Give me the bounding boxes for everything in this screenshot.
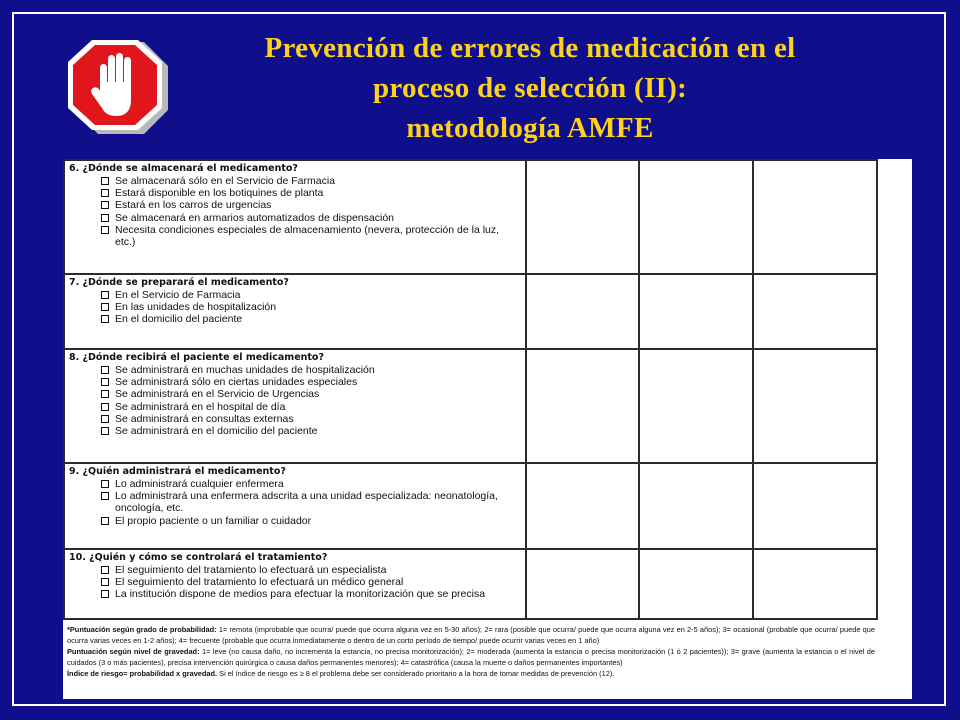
score-cell xyxy=(639,274,753,349)
question-cell xyxy=(64,349,526,463)
list-item: Necesita condiciones especiales de almacenamiento (nevera, protección de la luz, etc.) xyxy=(69,224,521,248)
list-item: Estará disponible en los botiquines de planta xyxy=(69,187,521,199)
checkbox-icon xyxy=(101,390,109,398)
questionnaire-table xyxy=(63,159,878,620)
footnote-probability: *Puntuación según grado de probabilidad: 1= remota (improbable que ocurra/ puede que ocurra alguna vez en 5-30 años); 2= rara (posible que ocurra/ puede que ocurra alguna vez en 2-5 años); 3= ocasional (probable que ocurra/ puede que ocurra varias veces en 1-2 años); 4= frecuente (probable que ocurra inmediatamente o dentro de un corto período de tiempo/ puede ocurrir varias veces en 1 año) xyxy=(67,625,875,645)
question-title: 6. ¿Dónde se almacenará el medicamento? xyxy=(69,163,298,174)
list-item: Lo administrará una enfermera adscrita a una unidad especializada: neonatología, oncología, etc. xyxy=(69,490,521,514)
checkbox-icon xyxy=(101,366,109,374)
footnotes xyxy=(67,624,875,679)
checkbox-icon xyxy=(101,415,109,423)
list-item: En el domicilio del paciente xyxy=(69,313,521,325)
title-line-2: proceso de selección (II): xyxy=(372,72,688,104)
list-item: Estará en los carros de urgencias xyxy=(69,199,521,211)
slide-title xyxy=(180,28,880,148)
list-item: Se administrará en el domicilio del paciente xyxy=(69,425,521,437)
question-cell xyxy=(64,160,526,274)
list-item: Se administrará en consultas externas xyxy=(69,413,521,425)
question-title: 8. ¿Dónde recibirá el paciente el medicamento? xyxy=(69,352,324,363)
list-item: El seguimiento del tratamiento lo efectuará un médico general xyxy=(69,576,521,588)
list-item: El seguimiento del tratamiento lo efectuará un especialista xyxy=(69,564,521,576)
list-item: Lo administrará cualquier enfermera xyxy=(69,478,521,490)
stop-hand-icon xyxy=(62,38,174,136)
checkbox-icon xyxy=(101,201,109,209)
score-cell xyxy=(639,549,753,619)
score-cell xyxy=(526,274,639,349)
score-cell xyxy=(526,160,639,274)
table-row xyxy=(64,463,877,549)
score-cell xyxy=(753,160,877,274)
checkbox-icon xyxy=(101,189,109,197)
score-cell xyxy=(526,549,639,619)
checkbox-icon xyxy=(101,578,109,586)
checkbox-icon xyxy=(101,378,109,386)
question-cell xyxy=(64,549,526,619)
list-item: Se administrará en el Servicio de Urgencias xyxy=(69,388,521,400)
list-item: Se administrará en muchas unidades de hospitalización xyxy=(69,364,521,376)
list-item: Se almacenará en armarios automatizados de dispensación xyxy=(69,212,521,224)
checkbox-icon xyxy=(101,403,109,411)
list-item: El propio paciente o un familiar o cuidador xyxy=(69,515,521,527)
list-item: En las unidades de hospitalización xyxy=(69,301,521,313)
question-title: 7. ¿Dónde se preparará el medicamento? xyxy=(69,277,289,288)
checkbox-icon xyxy=(101,291,109,299)
score-cell xyxy=(526,463,639,549)
list-item: La institución dispone de medios para efectuar la monitorización que se precisa xyxy=(69,588,521,600)
table-row xyxy=(64,349,877,463)
question-cell xyxy=(64,463,526,549)
list-item: Se administrará sólo en ciertas unidades especiales xyxy=(69,376,521,388)
checkbox-icon xyxy=(101,226,109,234)
question-title: 10. ¿Quién y cómo se controlará el tratamiento? xyxy=(69,552,328,563)
score-cell xyxy=(753,463,877,549)
checkbox-icon xyxy=(101,517,109,525)
checkbox-icon xyxy=(101,566,109,574)
document-scan xyxy=(63,159,912,699)
checkbox-icon xyxy=(101,427,109,435)
table-row xyxy=(64,274,877,349)
checkbox-icon xyxy=(101,480,109,488)
checkbox-icon xyxy=(101,492,109,500)
score-cell xyxy=(639,160,753,274)
score-cell xyxy=(753,549,877,619)
checkbox-icon xyxy=(101,177,109,185)
score-cell xyxy=(639,349,753,463)
footnote-risk-index: Índice de riesgo= probabilidad x gravedad. Si el índice de riesgo es ≥ 8 el problema debe ser considerado prioritario a la hora de tomar medidas de prevención (12). xyxy=(67,669,615,678)
question-cell xyxy=(64,274,526,349)
checkbox-icon xyxy=(101,315,109,323)
checkbox-icon xyxy=(101,590,109,598)
checkbox-icon xyxy=(101,214,109,222)
table-row xyxy=(64,549,877,619)
title-line-1: Prevención de errores de medicación en el xyxy=(264,32,796,64)
score-cell xyxy=(753,274,877,349)
table-row xyxy=(64,160,877,274)
question-title: 9. ¿Quién administrará el medicamento? xyxy=(69,466,286,477)
checkbox-icon xyxy=(101,303,109,311)
title-line-3: metodología AMFE xyxy=(406,112,654,144)
score-cell xyxy=(526,349,639,463)
list-item: Se administrará en el hospital de día xyxy=(69,401,521,413)
score-cell xyxy=(639,463,753,549)
footnote-severity: Puntuación según nivel de gravedad: 1= leve (no causa daño, no incrementa la estancia, no precisa monitorización); 2= moderada (aumenta la estancia o precisa monitorización (1 ó 2 pacientes)); 3= grave (aumenta la estancia o el nivel de cuidados (3 o más pacientes), precisa intervención quirúrgica o causa daños permanentes menores); 4= catastrófica (causa la muerte o daños permanentes importantes) xyxy=(67,647,875,667)
list-item: Se almacenará sólo en el Servicio de Farmacia xyxy=(69,175,521,187)
list-item: En el Servicio de Farmacia xyxy=(69,289,521,301)
score-cell xyxy=(753,349,877,463)
